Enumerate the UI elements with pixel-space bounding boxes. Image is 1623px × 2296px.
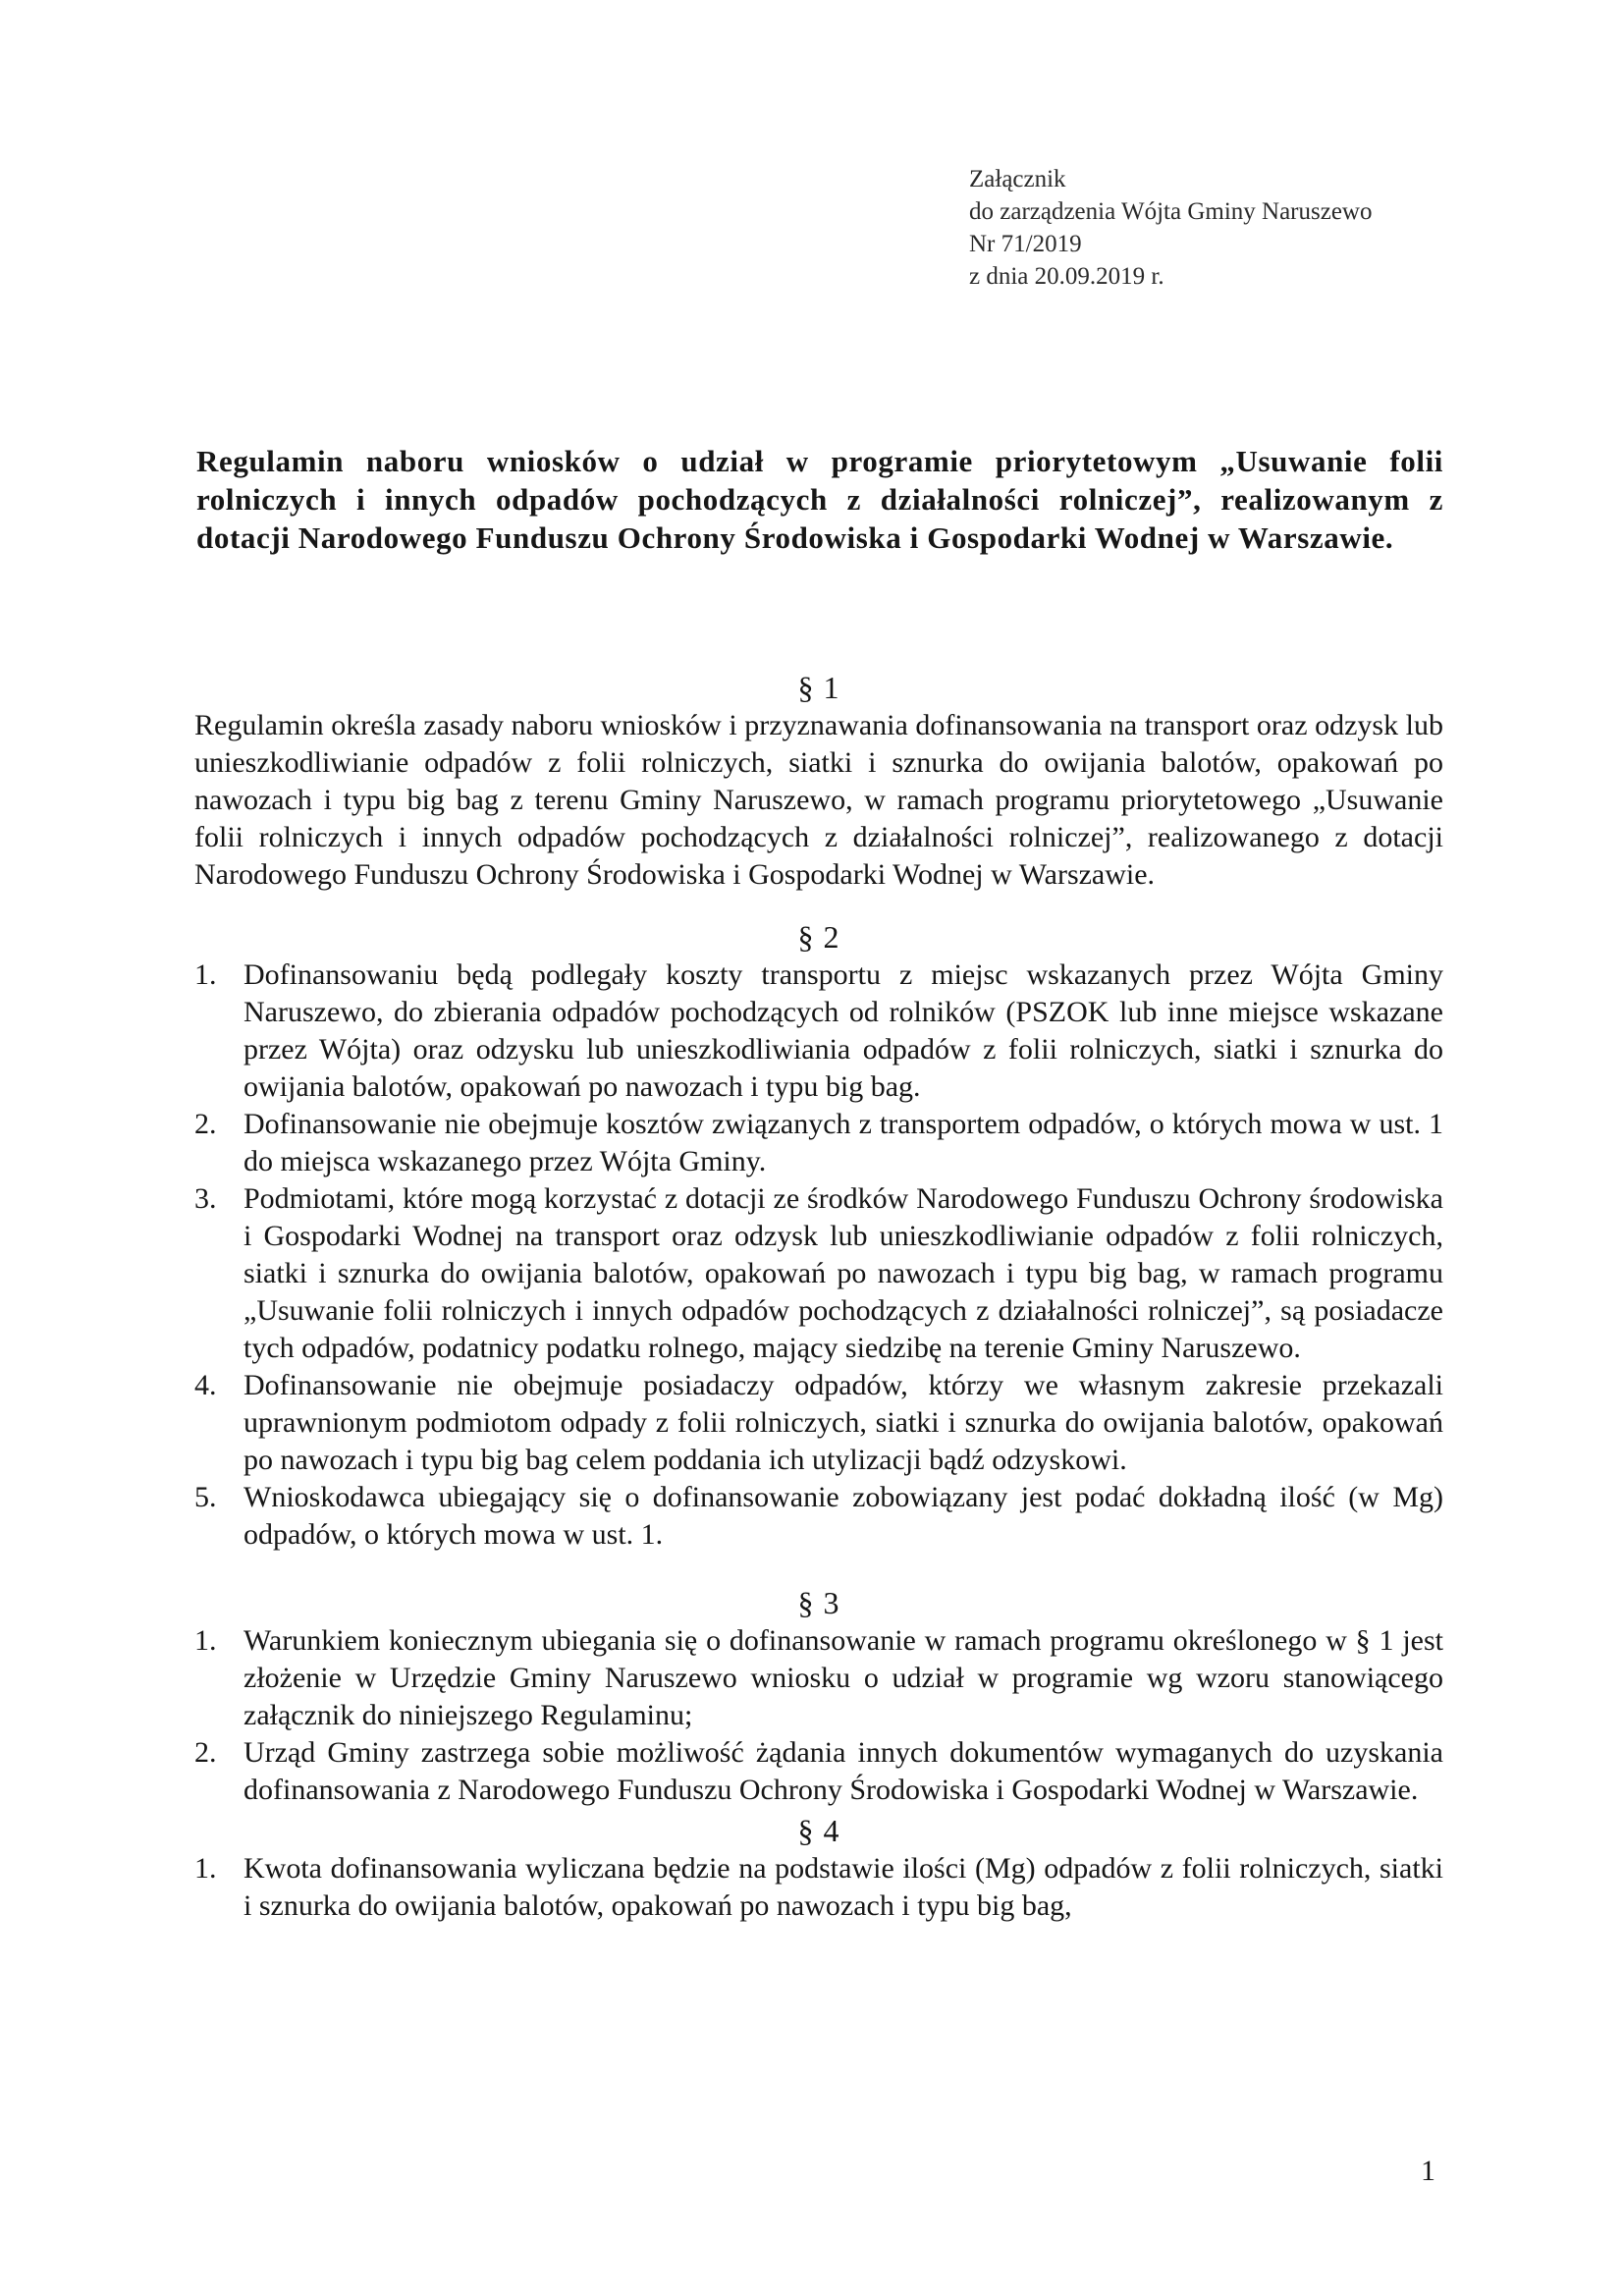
document-title: Regulamin naboru wniosków o udział w programie priorytetowym „Usuwanie folii rolniczych i innych odpadów pochodzących z działalności rolniczej”, realizowanym z dotacji Narodowego Funduszu Ochrony Środowiska i Gospodarki Wodnej w Warszawie. <box>196 444 1443 555</box>
item-text: Kwota dofinansowania wyliczana będzie na podstawie ilości (Mg) odpadów z folii rolniczych, siatki i sznurka do owijania balotów, opakowań po nawozach i typu big bag, <box>243 1852 1443 1922</box>
list-item <box>194 1622 1443 1734</box>
list-item <box>194 957 1443 1106</box>
list-item <box>194 1734 1443 1809</box>
list-item <box>194 1106 1443 1180</box>
annex-line-3: Nr 71/2019 <box>969 231 1082 257</box>
list-item <box>194 1180 1443 1367</box>
annex-line-2: do zarządzenia Wójta Gminy Naruszewo <box>969 198 1373 225</box>
item-text: Dofinansowanie nie obejmuje kosztów związanych z transportem odpadów, o których mowa w ust. 1 do miejsca wskazanego przez Wójta Gminy. <box>243 1108 1443 1177</box>
annex-header <box>969 163 1372 293</box>
page-number: 1 <box>1421 2155 1435 2187</box>
item-text: Wnioskodawca ubiegający się o dofinansowanie zobowiązany jest podać dokładną ilość (w Mg) odpadów, o których mowa w ust. 1. <box>243 1481 1443 1551</box>
section-3-list <box>194 1622 1443 1809</box>
item-number: 5. <box>194 1481 217 1513</box>
item-number: 1. <box>194 1624 217 1657</box>
item-text: Dofinansowanie nie obejmuje posiadaczy odpadów, którzy we własnym zakresie przekazali uprawnionym podmiotom odpady z folii rolniczych, siatki i sznurka do owijania balotów, opakowań po nawozach i typu big bag celem poddania ich utylizacji bądź odzyskowi. <box>243 1369 1443 1476</box>
section-3-heading: § 3 <box>797 1585 840 1620</box>
item-number: 3. <box>194 1182 217 1215</box>
section-1-text: Regulamin określa zasady naboru wniosków i przyznawania dofinansowania na transport oraz odzysk lub unieszkodliwianie odpadów z folii rolniczych, siatki i sznurka do owijania balotów, opakowań po nawozach i typu big bag z terenu Gminy Naruszewo, w ramach programu priorytetowego „Usuwanie folii rolniczych i innych odpadów pochodzących z działalności rolniczej”, realizowanego z dotacji Narodowego Funduszu Ochrony Środowiska i Gospodarki Wodnej w Warszawie. <box>194 709 1443 891</box>
section-2-list <box>194 957 1443 1554</box>
annex-line-1: Załącznik <box>969 166 1066 192</box>
item-text: Warunkiem koniecznym ubiegania się o dofinansowanie w ramach programu określonego w § 1 jest złożenie w Urzędzie Gminy Naruszewo wniosku o udział w programie wg wzoru stanowiącego załącznik do niniejszego Regulaminu; <box>243 1624 1443 1731</box>
document-body <box>194 668 1443 1925</box>
section-4-list <box>194 1850 1443 1925</box>
item-number: 1. <box>194 958 217 991</box>
item-number: 2. <box>194 1736 217 1769</box>
item-number: 2. <box>194 1108 217 1140</box>
item-text: Podmiotami, które mogą korzystać z dotacji ze środków Narodowego Funduszu Ochrony środowiska i Gospodarki Wodnej na transport oraz odzysk lub unieszkodliwianie odpadów z folii rolniczych, siatki i sznurka do owijania balotów, opakowań po nawozach i typu big bag, w ramach programu „Usuwanie folii rolniczych i innych odpadów pochodzących z działalności rolniczej”, są posiadacze tych odpadów, podatnicy podatku rolnego, mający siedzibę na terenie Gminy Naruszewo. <box>243 1182 1443 1364</box>
item-number: 4. <box>194 1369 217 1401</box>
section-1-heading: § 1 <box>797 670 840 705</box>
section-2-heading: § 2 <box>797 919 840 955</box>
list-item <box>194 1479 1443 1554</box>
item-text: Urząd Gminy zastrzega sobie możliwość żądania innych dokumentów wymaganych do uzyskania dofinansowania z Narodowego Funduszu Ochrony Środowiska i Gospodarki Wodnej w Warszawie. <box>243 1736 1443 1806</box>
item-text: Dofinansowaniu będą podlegały koszty transportu z miejsc wskazanych przez Wójta Gminy Naruszewo, do zbierania odpadów pochodzących od rolników (PSZOK lub inne miejsce wskazane przez Wójta) oraz odzysku lub unieszkodliwiania odpadów z folii rolniczych, siatki i sznurka do owijania balotów, opakowań po nawozach i typu big bag. <box>243 958 1443 1103</box>
item-number: 1. <box>194 1852 217 1885</box>
annex-line-4: z dnia 20.09.2019 r. <box>969 263 1164 290</box>
list-item <box>194 1367 1443 1479</box>
section-4-heading: § 4 <box>797 1813 840 1848</box>
list-item <box>194 1850 1443 1925</box>
